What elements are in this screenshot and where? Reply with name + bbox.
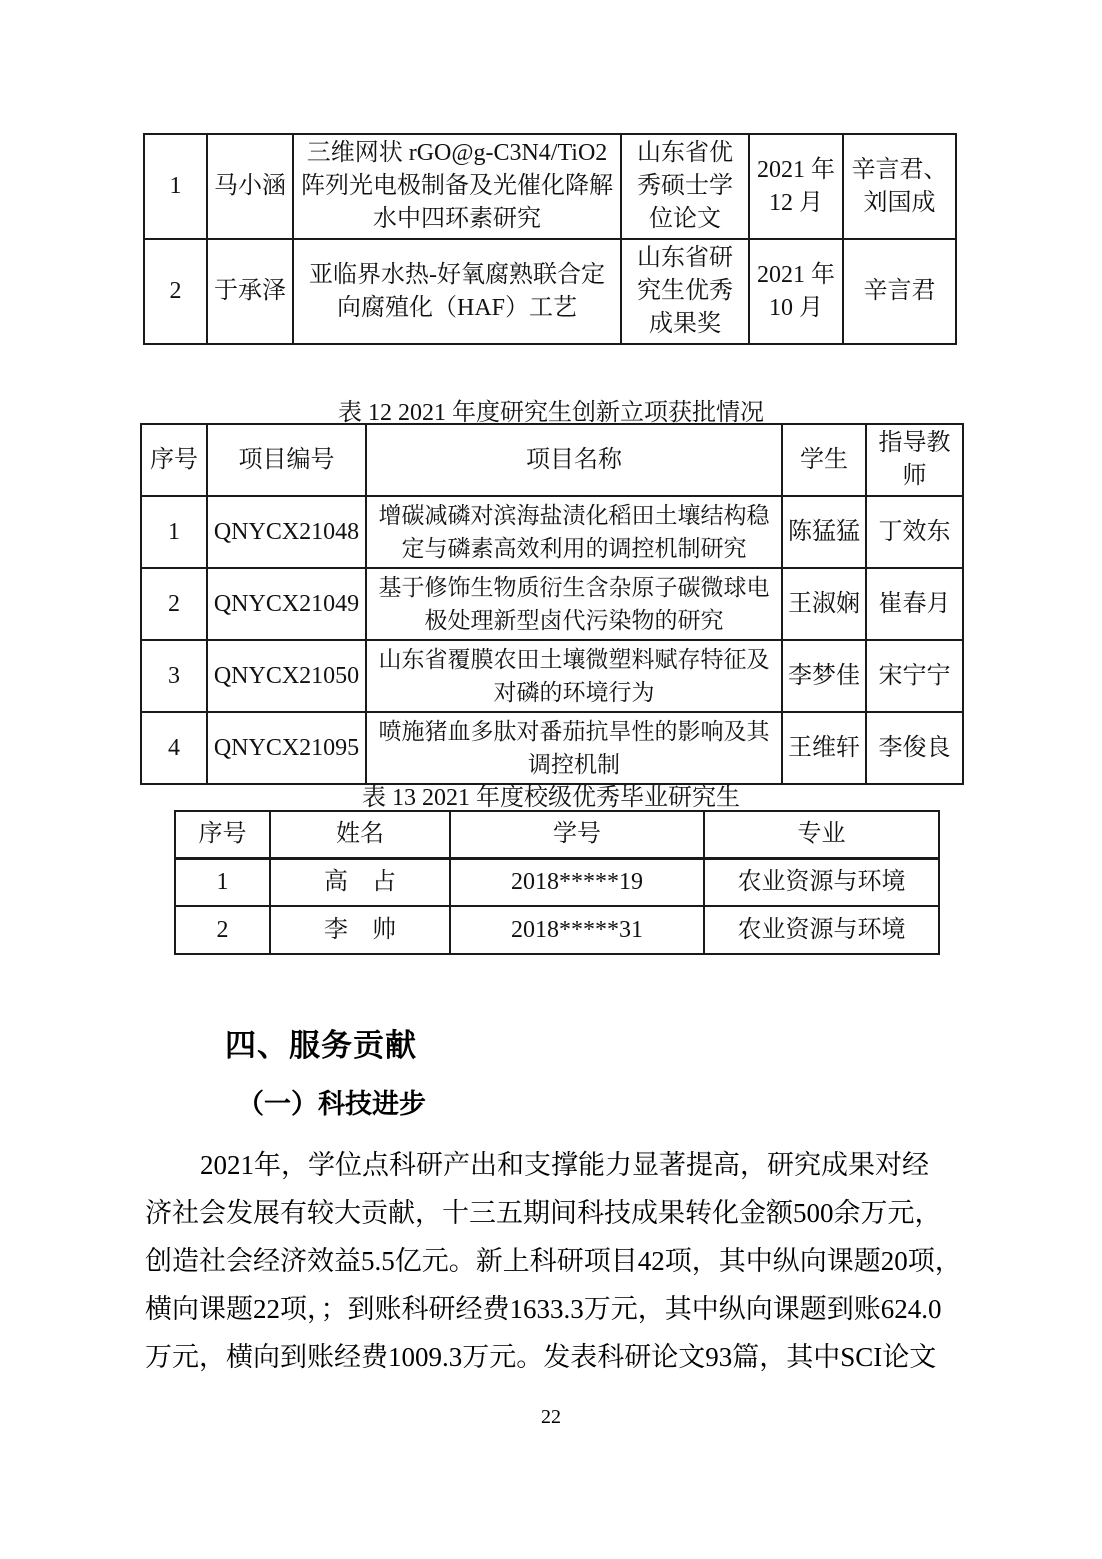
- cell-advisor: 丁效东: [866, 496, 963, 568]
- cell-student-name: 李 帅: [270, 906, 450, 954]
- cell-project-id: QNYCX21050: [207, 640, 366, 712]
- table-12-caption: 表 12 2021 年度研究生创新立项获批情况: [338, 400, 764, 426]
- cell-advisor: 李俊良: [866, 712, 963, 784]
- section-heading: 四、服务贡献: [225, 1028, 417, 1063]
- cell-advisor: 宋宁宁: [866, 640, 963, 712]
- cell-student: 王淑娴: [782, 568, 866, 640]
- cell-index: 2: [175, 906, 270, 954]
- cell-project-title: 基于修饰生物质衍生含杂原子碳微球电极处理新型卤代污染物的研究: [366, 568, 782, 640]
- cell-award-date: 2021 年 10 月: [749, 239, 843, 344]
- column-header: 学生: [782, 424, 866, 496]
- table-row: [141, 496, 963, 568]
- column-header: 专业: [704, 811, 939, 858]
- cell-index: 2: [141, 568, 207, 640]
- cell-index: 2: [144, 239, 207, 344]
- cell-project-id: QNYCX21048: [207, 496, 366, 568]
- cell-thesis-title: 亚临界水热-好氧腐熟联合定向腐殖化（HAF）工艺: [293, 239, 621, 344]
- column-header: 学号: [450, 811, 704, 858]
- paragraph-line: 2021年，学位点科研产出和支撑能力显著提高，研究成果对经: [200, 1150, 929, 1180]
- paragraph-line: 横向课题22项，；到账科研经费1633.3万元，其中纵向课题到账624.0: [145, 1294, 942, 1324]
- cell-index: 4: [141, 712, 207, 784]
- table-row: [141, 712, 963, 784]
- cell-advisors: 辛言君、刘国成: [843, 134, 956, 239]
- table-row: [144, 239, 956, 344]
- cell-index: 1: [141, 496, 207, 568]
- cell-award-date: 2021 年 12 月: [749, 134, 843, 239]
- cell-thesis-title: 三维网状 rGO@g-C3N4/TiO2 阵列光电极制备及光催化降解水中四环素研究: [293, 134, 621, 239]
- cell-index: 1: [175, 858, 270, 906]
- cell-index: 1: [144, 134, 207, 239]
- column-header: 项目名称: [366, 424, 782, 496]
- table-row: [141, 640, 963, 712]
- column-header: 序号: [141, 424, 207, 496]
- cell-advisors: 辛言君: [843, 239, 956, 344]
- cell-award-name: 山东省研究生优秀成果奖: [621, 239, 749, 344]
- cell-student: 陈猛猛: [782, 496, 866, 568]
- cell-project-id: QNYCX21049: [207, 568, 366, 640]
- table-13-caption: 表 13 2021 年度校级优秀毕业研究生: [362, 785, 740, 811]
- cell-student: 李梦佳: [782, 640, 866, 712]
- cell-project-title: 喷施猪血多肽对番茄抗旱性的影响及其调控机制: [366, 712, 782, 784]
- table-header-row: [175, 811, 939, 858]
- column-header: 姓名: [270, 811, 450, 858]
- cell-index: 3: [141, 640, 207, 712]
- cell-student-name: 马小涵: [207, 134, 293, 239]
- table-12: [140, 423, 964, 785]
- cell-student-id: 2018*****31: [450, 906, 704, 954]
- paragraph-line: 创造社会经济效益5.5亿元。新上科研项目42项，其中纵向课题20项，: [145, 1246, 962, 1276]
- column-header: 序号: [175, 811, 270, 858]
- column-header: 项目编号: [207, 424, 366, 496]
- cell-student-id: 2018*****19: [450, 858, 704, 906]
- paragraph-line: 济社会发展有较大贡献，十三五期间科技成果转化金额500余万元，: [145, 1198, 942, 1228]
- paragraph-line: 万元，横向到账经费1009.3万元。发表科研论文93篇，其中SCI论文: [145, 1342, 937, 1372]
- cell-student: 王维轩: [782, 712, 866, 784]
- table-row: [175, 906, 939, 954]
- cell-project-title: 增碳减磷对滨海盐渍化稻田土壤结构稳定与磷素高效利用的调控机制研究: [366, 496, 782, 568]
- cell-student-name: 高 占: [270, 858, 450, 906]
- subsection-heading: （一）科技进步: [237, 1089, 426, 1119]
- column-header: 指导教师: [866, 424, 963, 496]
- table-row: [144, 134, 956, 239]
- cell-student-name: 于承泽: [207, 239, 293, 344]
- cell-major: 农业资源与环境: [704, 858, 939, 906]
- cell-project-id: QNYCX21095: [207, 712, 366, 784]
- award-table-continued: [143, 133, 957, 345]
- table-13: [174, 810, 940, 955]
- body-paragraph: [145, 1141, 975, 1381]
- cell-advisor: 崔春月: [866, 568, 963, 640]
- table-row: [175, 858, 939, 906]
- table-header-row: [141, 424, 963, 496]
- cell-award-name: 山东省优秀硕士学位论文: [621, 134, 749, 239]
- table-row: [141, 568, 963, 640]
- cell-project-title: 山东省覆膜农田土壤微塑料赋存特征及对磷的环境行为: [366, 640, 782, 712]
- cell-major: 农业资源与环境: [704, 906, 939, 954]
- page-number: 22: [541, 1406, 561, 1428]
